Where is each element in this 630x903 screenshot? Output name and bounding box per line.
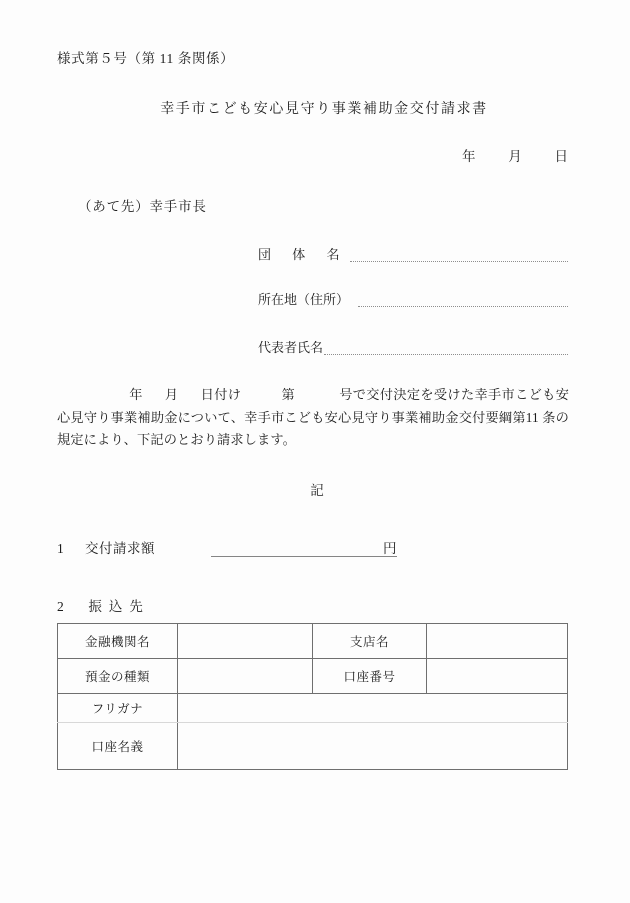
- document-title: 幸手市こども安心見守り事業補助金交付請求書: [160, 102, 488, 117]
- body-paragraph: [57, 384, 569, 452]
- date-month-label: 月: [508, 149, 522, 164]
- cell-branch-name-value[interactable]: [427, 624, 568, 659]
- body-number-suffix: 号で交付決定を受けた幸手市こども: [339, 387, 556, 402]
- body-line-2: 安心見守り事業補助金について、幸手市こども安心見守り事業補助金交付要綱第: [57, 387, 570, 425]
- cell-account-number-value[interactable]: [427, 659, 568, 694]
- field-address-label: 所在地（住所）: [258, 292, 350, 307]
- cell-deposit-type-label: 預金の種類: [58, 659, 178, 694]
- cell-bank-name-value[interactable]: [178, 624, 313, 659]
- field-representative-label: 代表者氏名: [258, 340, 324, 355]
- date-year-label: 年: [462, 149, 476, 164]
- table-row: [58, 624, 568, 659]
- cell-bank-name-label: 金融機関名: [58, 624, 178, 659]
- table-row: [58, 659, 568, 694]
- bank-account-table: [57, 623, 568, 770]
- request-amount-input[interactable]: [211, 541, 383, 557]
- item-2-label: 振込先: [88, 599, 150, 614]
- body-number-prefix: 第: [281, 387, 295, 402]
- body-day-label: 日付け: [200, 387, 242, 402]
- table-row: [58, 723, 568, 770]
- cell-account-holder-label: 口座名義: [58, 723, 178, 770]
- item-request-amount: [57, 537, 397, 557]
- field-representative[interactable]: [258, 341, 568, 355]
- field-address[interactable]: [258, 293, 568, 307]
- field-group-name-label: 団 体 名: [258, 247, 349, 262]
- date-day-label: 日: [554, 149, 568, 164]
- addressee-line: （あて先）幸手市長: [78, 199, 207, 214]
- cell-furigana-label: フリガナ: [58, 694, 178, 723]
- form-number: 様式第５号（第 11 条関係）: [57, 51, 235, 66]
- ki-marker: 記: [310, 483, 324, 498]
- item-1-number: 1: [57, 541, 64, 556]
- field-address-dotted-line[interactable]: [358, 293, 568, 307]
- request-amount-unit: 円: [383, 541, 397, 556]
- cell-account-number-label: 口座番号: [313, 659, 427, 694]
- item-1-label: 交付請求額: [85, 541, 155, 556]
- cell-branch-name-label: 支店名: [313, 624, 427, 659]
- cell-account-holder-value[interactable]: [178, 723, 568, 770]
- cell-furigana-value[interactable]: [178, 694, 568, 723]
- cell-deposit-type-value[interactable]: [178, 659, 313, 694]
- item-2-number: 2: [57, 599, 64, 614]
- body-month-label: 月: [164, 387, 179, 402]
- field-group-name[interactable]: [258, 248, 568, 262]
- date-line: [0, 145, 568, 165]
- field-representative-dotted-line[interactable]: [324, 341, 568, 355]
- table-row: [58, 694, 568, 723]
- item-transfer-destination: [57, 595, 150, 615]
- body-year-label: 年: [129, 387, 143, 402]
- field-group-name-dotted-line[interactable]: [350, 248, 568, 262]
- body-line-3: 11 条の規定により、下記のとおり請求します。: [57, 409, 570, 447]
